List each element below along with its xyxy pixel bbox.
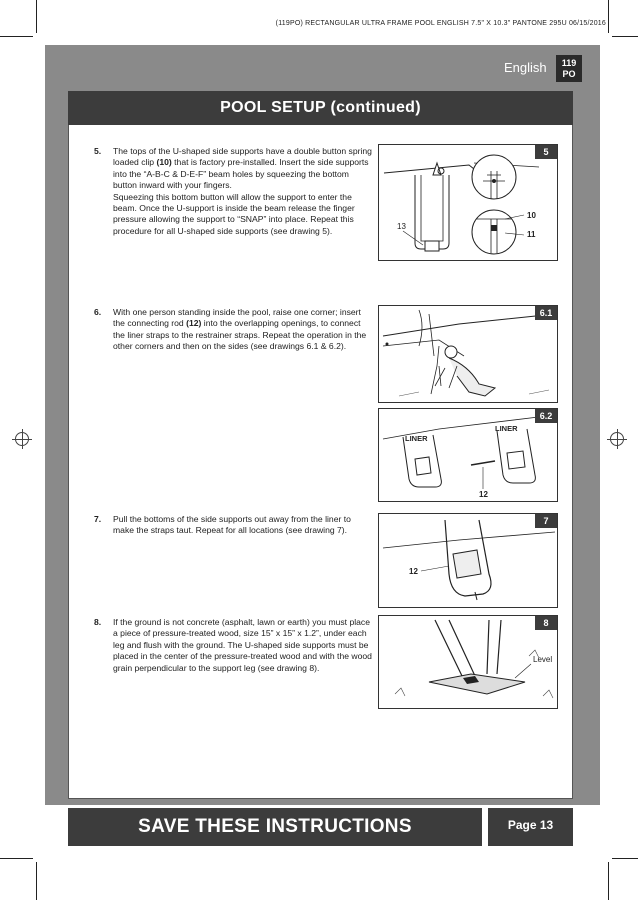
crop-mark (0, 36, 33, 37)
registration-mark (15, 432, 29, 446)
callout-12: 12 (409, 567, 418, 576)
registration-mark (610, 432, 624, 446)
step-text: With one person standing inside the pool, raise one corner; insert the connecting rod (12) into the overlapping openings, to connect the liner straps to the restrainer straps. Repeat the operation in the other corners and then on the sides (see drawings 6.1 & 6.2). (113, 307, 367, 352)
liner-label-right: LINER (495, 424, 518, 433)
callout-13: 13 (397, 222, 406, 231)
drawing-5-illustration (379, 145, 558, 261)
model-code-suffix: PO (562, 69, 576, 79)
drawing-label: 8 (535, 616, 557, 630)
step-5 (94, 146, 372, 237)
callout-11: 11 (527, 230, 536, 239)
crop-mark (0, 858, 33, 859)
print-spec-text: (119PO) RECTANGULAR ULTRA FRAME POOL ENGLISH 7.5" X 10.3" PANTONE 295U 06/15/2016 (275, 20, 606, 27)
step-number: 7. (94, 514, 102, 524)
step-number: 6. (94, 307, 102, 317)
step-text: The tops of the U-shaped side supports have a double button spring loaded clip (10) that is factory pre-installed. Insert the side supports into the “A-B-C & D-E-F” beam holes by squeezing the bottom button inward with your fingers. Squeezing this bottom button will allow the support to enter the beam. Once the U-support is inside the beam release the finger pressure allowing the support to “SNAP” into place. Repeat this procedure for all U-shaped side supports (see drawing 5). (113, 146, 372, 236)
crop-mark (608, 0, 609, 33)
drawing-6-1-illustration (379, 306, 558, 403)
crop-mark (36, 862, 37, 900)
crop-mark (612, 858, 638, 859)
crop-mark (36, 0, 37, 33)
drawing-8-illustration (379, 616, 558, 709)
step-8 (94, 617, 372, 674)
drawing-6-1 (378, 305, 558, 403)
drawing-7-illustration (379, 514, 558, 608)
step-6 (94, 307, 372, 353)
step-number: 8. (94, 617, 102, 627)
drawing-8 (378, 615, 558, 709)
callout-12: 12 (479, 490, 488, 499)
drawing-label: 6.1 (535, 306, 557, 320)
drawing-6-2-illustration (379, 409, 558, 502)
drawing-label: 5 (535, 145, 557, 159)
save-instructions-banner: SAVE THESE INSTRUCTIONS (68, 808, 482, 846)
drawing-6-2 (378, 408, 558, 502)
drawing-label: 6.2 (535, 409, 557, 423)
model-code-number: 119 (561, 58, 577, 68)
drawing-label: 7 (535, 514, 557, 528)
step-number: 5. (94, 146, 102, 156)
page-title: POOL SETUP (continued) (68, 91, 573, 125)
step-text: If the ground is not concrete (asphalt, lawn or earth) you must place a piece of pressure-treated wood, size 15” x 15” x 1.2”, under each leg and flush with the ground. The U-shaped side supports must be placed in the center of the pressure-treated wood and with the wood grain perpendicular to the support leg (see drawing 8). (113, 617, 372, 673)
crop-mark (608, 862, 609, 900)
liner-label-left: LINER (405, 434, 428, 443)
level-label: Level (533, 655, 553, 664)
language-label: English (504, 60, 547, 75)
drawing-7 (378, 513, 558, 608)
step-text: Pull the bottoms of the side supports out away from the liner to make the straps taut. Repeat for all locations (see drawing 7). (113, 514, 351, 536)
drawing-5 (378, 144, 558, 261)
page-number: Page 13 (488, 808, 573, 846)
crop-mark (612, 36, 638, 37)
model-code-badge (556, 55, 582, 82)
step-7 (94, 514, 372, 537)
callout-10: 10 (527, 211, 536, 220)
